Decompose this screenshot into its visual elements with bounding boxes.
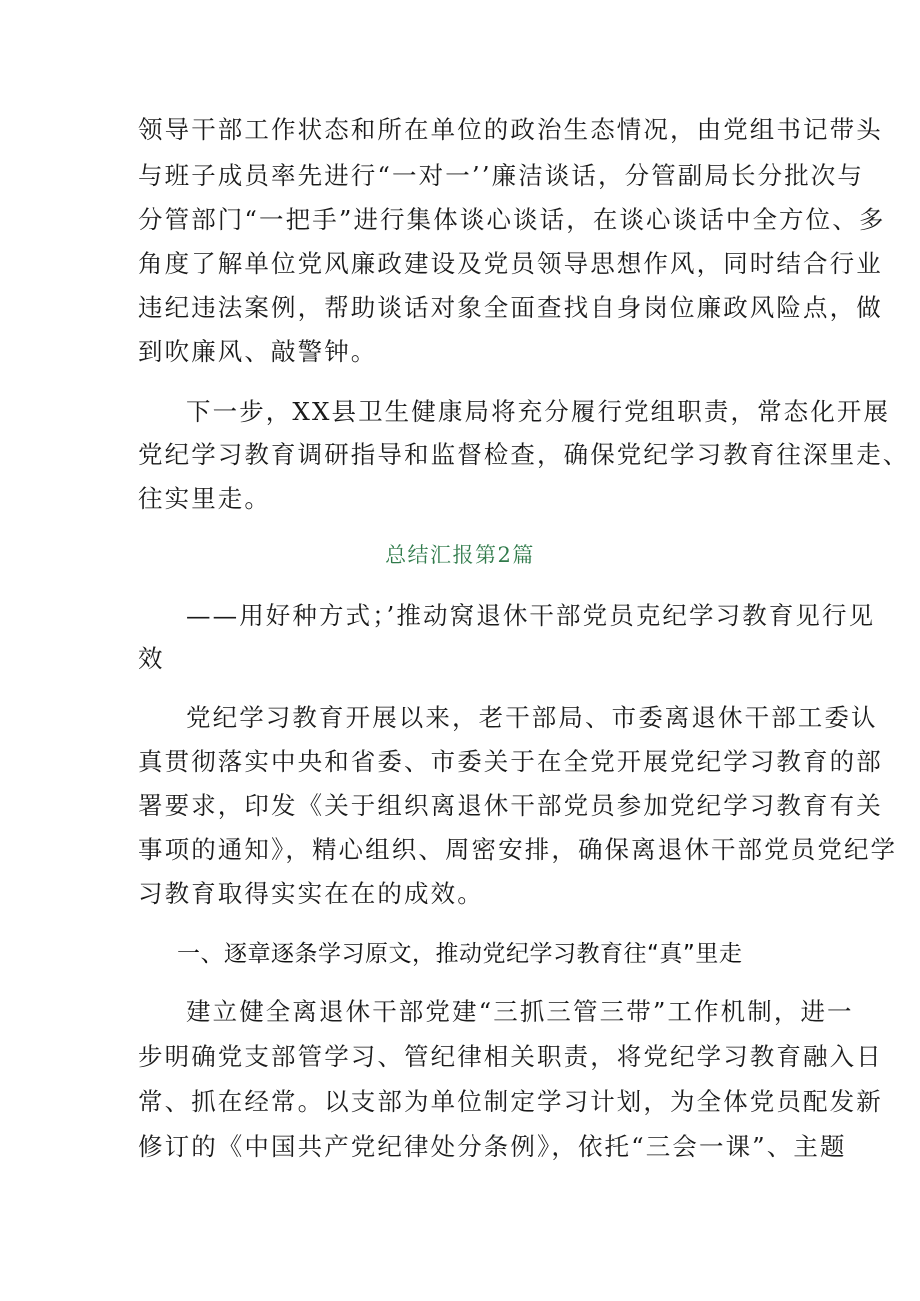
paragraph-1-line-3: 分管部门“一把手”进行集体谈心谈话，在谈心谈话中全方位、多 [138,205,886,234]
paragraph-2-line-1: 下一步，XX县卫生健康局将充分履行党组职责，常态化开展 [186,397,891,426]
paragraph-2-line-2: 党纪学习教育调研指导和监督检查，确保党纪学习教育往深里走、 [138,440,910,469]
paragraph-4-line-4: 修订的《中国共产党纪律处分条例》，依托“三会一课”、主题 [138,1132,847,1161]
paragraph-2-line-3: 往实里走。 [138,484,271,513]
paragraph-3-line-5: 习教育取得实实在在的成效。 [138,879,484,908]
paragraph-4-line-1: 建立健全离退休干部党建“三抓三管三带”工作机制，进一 [186,997,854,1026]
section-title: 总结汇报第2篇 [385,543,535,567]
paragraph-4-line-2: 步明确党支部管学习、管纪律相关职责，将党纪学习教育融入日 [138,1042,883,1071]
paragraph-1-line-4: 角度了解单位党风廉政建设及党员领导思想作风，同时结合行业 [138,249,883,278]
paragraph-1-line-5: 违纪违法案例，帮助谈话对象全面查找自身岗位廉政风险点，做 [138,293,883,322]
section-heading-1: 一、逐章逐条学习原文，推动党纪学习教育往“真”里走 [177,941,743,967]
paragraph-1-line-1: 领导干部工作状态和所在单位的政治生态情况，由党组书记带头 [138,115,883,144]
paragraph-3-line-2: 真贯彻落实中央和省委、市委关于在全党开展党纪学习教育的部 [138,747,883,776]
paragraph-1-line-6: 到吹廉风、敲警钟。 [138,337,378,366]
subtitle-line-1: ——用好种方式；’推动窝退休干部党员克纪学习教育见行见 [186,601,876,630]
paragraph-4-line-3: 常、抓在经常。以支部为单位制定学习计划，为全体党员配发新 [138,1087,883,1116]
paragraph-3-line-4: 事项的通知》，精心组织、周密安排，确保离退休干部党员党纪学 [138,835,898,864]
subtitle-line-2: 效 [138,644,165,673]
paragraph-1-line-2: 与班子成员率先进行“一对一’’廉洁谈话，分管副局长分批次与 [138,161,864,190]
paragraph-3-line-3: 署要求，印发《关于组织离退休干部党员参加党纪学习教育有关 [138,791,883,820]
paragraph-3-line-1: 党纪学习教育开展以来，老干部局、市委离退休干部工委认 [186,703,878,732]
